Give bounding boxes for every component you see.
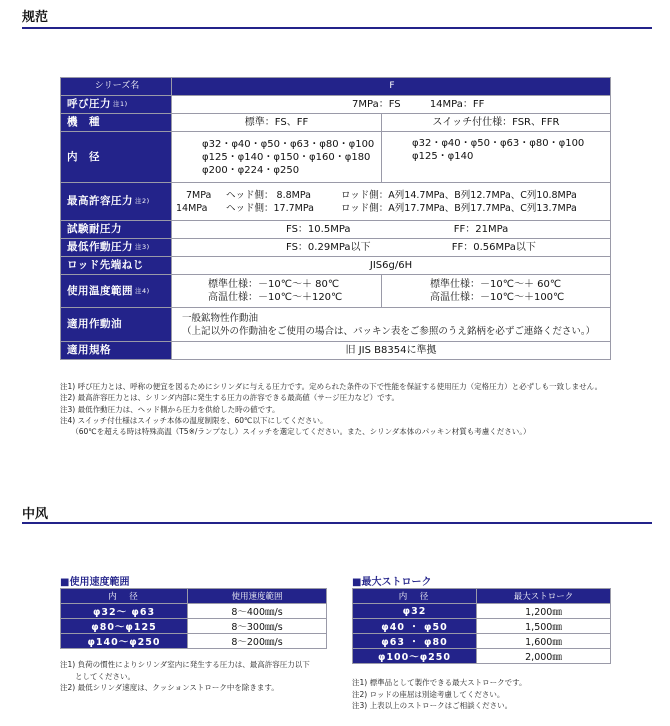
rod-thread-label: ロッド先端ねじ	[61, 257, 172, 275]
speed-notes: 注1) 負荷の慣性によりシリンダ室内に発生する圧力は、最高許容圧力以下 としてください。 注2) 最低シリンダ速度は、クッションストローク中を除きます。	[60, 660, 310, 692]
temp-left: 標準仕様：－10℃～＋ 80℃ 高温仕様：－10℃～＋120℃	[172, 275, 382, 308]
min-pressure-values: FS：0.29MPa以下 FF：0.56MPa以下	[172, 239, 611, 257]
standard-label: 適用規格	[61, 342, 172, 360]
stroke-table-title: ■最大ストローク	[352, 577, 432, 588]
proof-pressure-values: FS：10.5MPa FF：21MPa	[172, 221, 611, 239]
section-divider-2	[22, 522, 652, 524]
stroke-header-max: 最大ストローク	[477, 589, 611, 604]
bore-label: 内 径	[61, 132, 172, 183]
note-2: 注2) 最高許容圧力とは、シリンダ内部に発生する圧力の許容できる最高値（サージ圧力など）です。	[60, 393, 400, 403]
nominal-pressure-label: 呼び圧力 $^{注1)}$	[61, 96, 172, 114]
standard-value: 旧 JIS B8354に準拠	[172, 342, 611, 360]
model-switch: スイッチ付仕様：FSR、FFR	[382, 114, 611, 132]
rod-thread-value: JIS6g/6H	[172, 257, 611, 275]
nominal-pressure-values: 7MPa：FS 14MPa：FF	[172, 96, 611, 114]
stroke-table	[352, 588, 611, 664]
note-1: 注1) 呼び圧力とは、呼称の便宜を図るためにシリンダに与える圧力です。定められた条件の下で性能を保証する使用圧力（定格圧力）と必ずしも一致しません。	[60, 382, 603, 391]
table-row: φ32 1,200㎜	[353, 604, 611, 619]
section-title-spec: 规范	[22, 10, 49, 25]
speed-table	[60, 588, 327, 649]
spec-table	[60, 77, 611, 360]
note-4: 注4) スイッチ付仕様はスイッチ本体の温度制限を、60℃以下にしてください。	[60, 415, 328, 425]
bore-standard: φ32・φ40・φ50・φ63・φ80・φ100 φ125・φ140・φ150・φ160・φ180 φ200・φ224・φ250	[172, 132, 382, 183]
table-row: φ32～ φ63 8～400㎜/s	[61, 604, 327, 619]
stroke-notes: 注1) 標準品として製作できる最大ストロークです。 注2) ロッドの座屈は別途考慮してください。 注3) 上表以上のストロークはご相談ください。	[352, 678, 527, 710]
series-value: F	[172, 78, 611, 96]
temp-label: 使用温度範囲 $^{注4)}$	[61, 275, 172, 308]
fluid-values: 一般鉱物性作動油 （上記以外の作動油をご使用の場合は、パッキン表をご参照のうえ銘柄を必ずご連絡ください。）	[172, 308, 611, 342]
spec-notes	[60, 381, 660, 437]
section-divider	[22, 27, 652, 29]
table-row: φ40 ・ φ50 1,500㎜	[353, 619, 611, 634]
table-row: φ63 ・ φ80 1,600㎜	[353, 634, 611, 649]
max-pressure-values: 7MPa ヘッド側： 8.8MPa ロッド側：A列14.7MPa、B列12.7MPa、C列10.8MPa 14MPa ヘッド側：17.7MPa ロッド側：A列17.7MPa、B列17.7MPa、C列13.7MPa	[172, 183, 611, 221]
stroke-header-bore: 内 径	[353, 589, 477, 604]
model-label: 機 種	[61, 114, 172, 132]
note-3: 注3) 最低作動圧力は、ヘッド側から圧力を供給した時の値です。	[60, 404, 280, 414]
note-4-sub: （60℃を超える時は特殊高温（T5※/ランプなし）スイッチを選定してください。また、シリンダ本体のパッキン材質も考慮ください。）	[60, 427, 531, 437]
table-row: φ140～φ250 8～200㎜/s	[61, 634, 327, 649]
table-row: φ100～φ250 2,000㎜	[353, 649, 611, 664]
section-title-medium: 中风	[22, 507, 49, 522]
speed-header-range: 使用速度範囲	[188, 589, 327, 604]
speed-header-bore: 内 径	[61, 589, 188, 604]
min-pressure-label: 最低作動圧力 $^{注3)}$	[61, 239, 172, 257]
model-standard: 標準：FS、FF	[172, 114, 382, 132]
speed-table-title: ■使用速度範囲	[60, 577, 130, 588]
proof-pressure-label: 試験耐圧力	[61, 221, 172, 239]
table-row: φ80～φ125 8～300㎜/s	[61, 619, 327, 634]
fluid-label: 適用作動油	[61, 308, 172, 342]
bore-switch: φ32・φ40・φ50・φ63・φ80・φ100 φ125・φ140	[382, 132, 611, 183]
temp-right: 標準仕様：－10℃～＋ 60℃ 高温仕様：－10℃～＋100℃	[382, 275, 611, 308]
series-label: シリーズ名	[61, 78, 172, 96]
max-pressure-label: 最高許容圧力 $^{注2)}$	[61, 183, 172, 221]
